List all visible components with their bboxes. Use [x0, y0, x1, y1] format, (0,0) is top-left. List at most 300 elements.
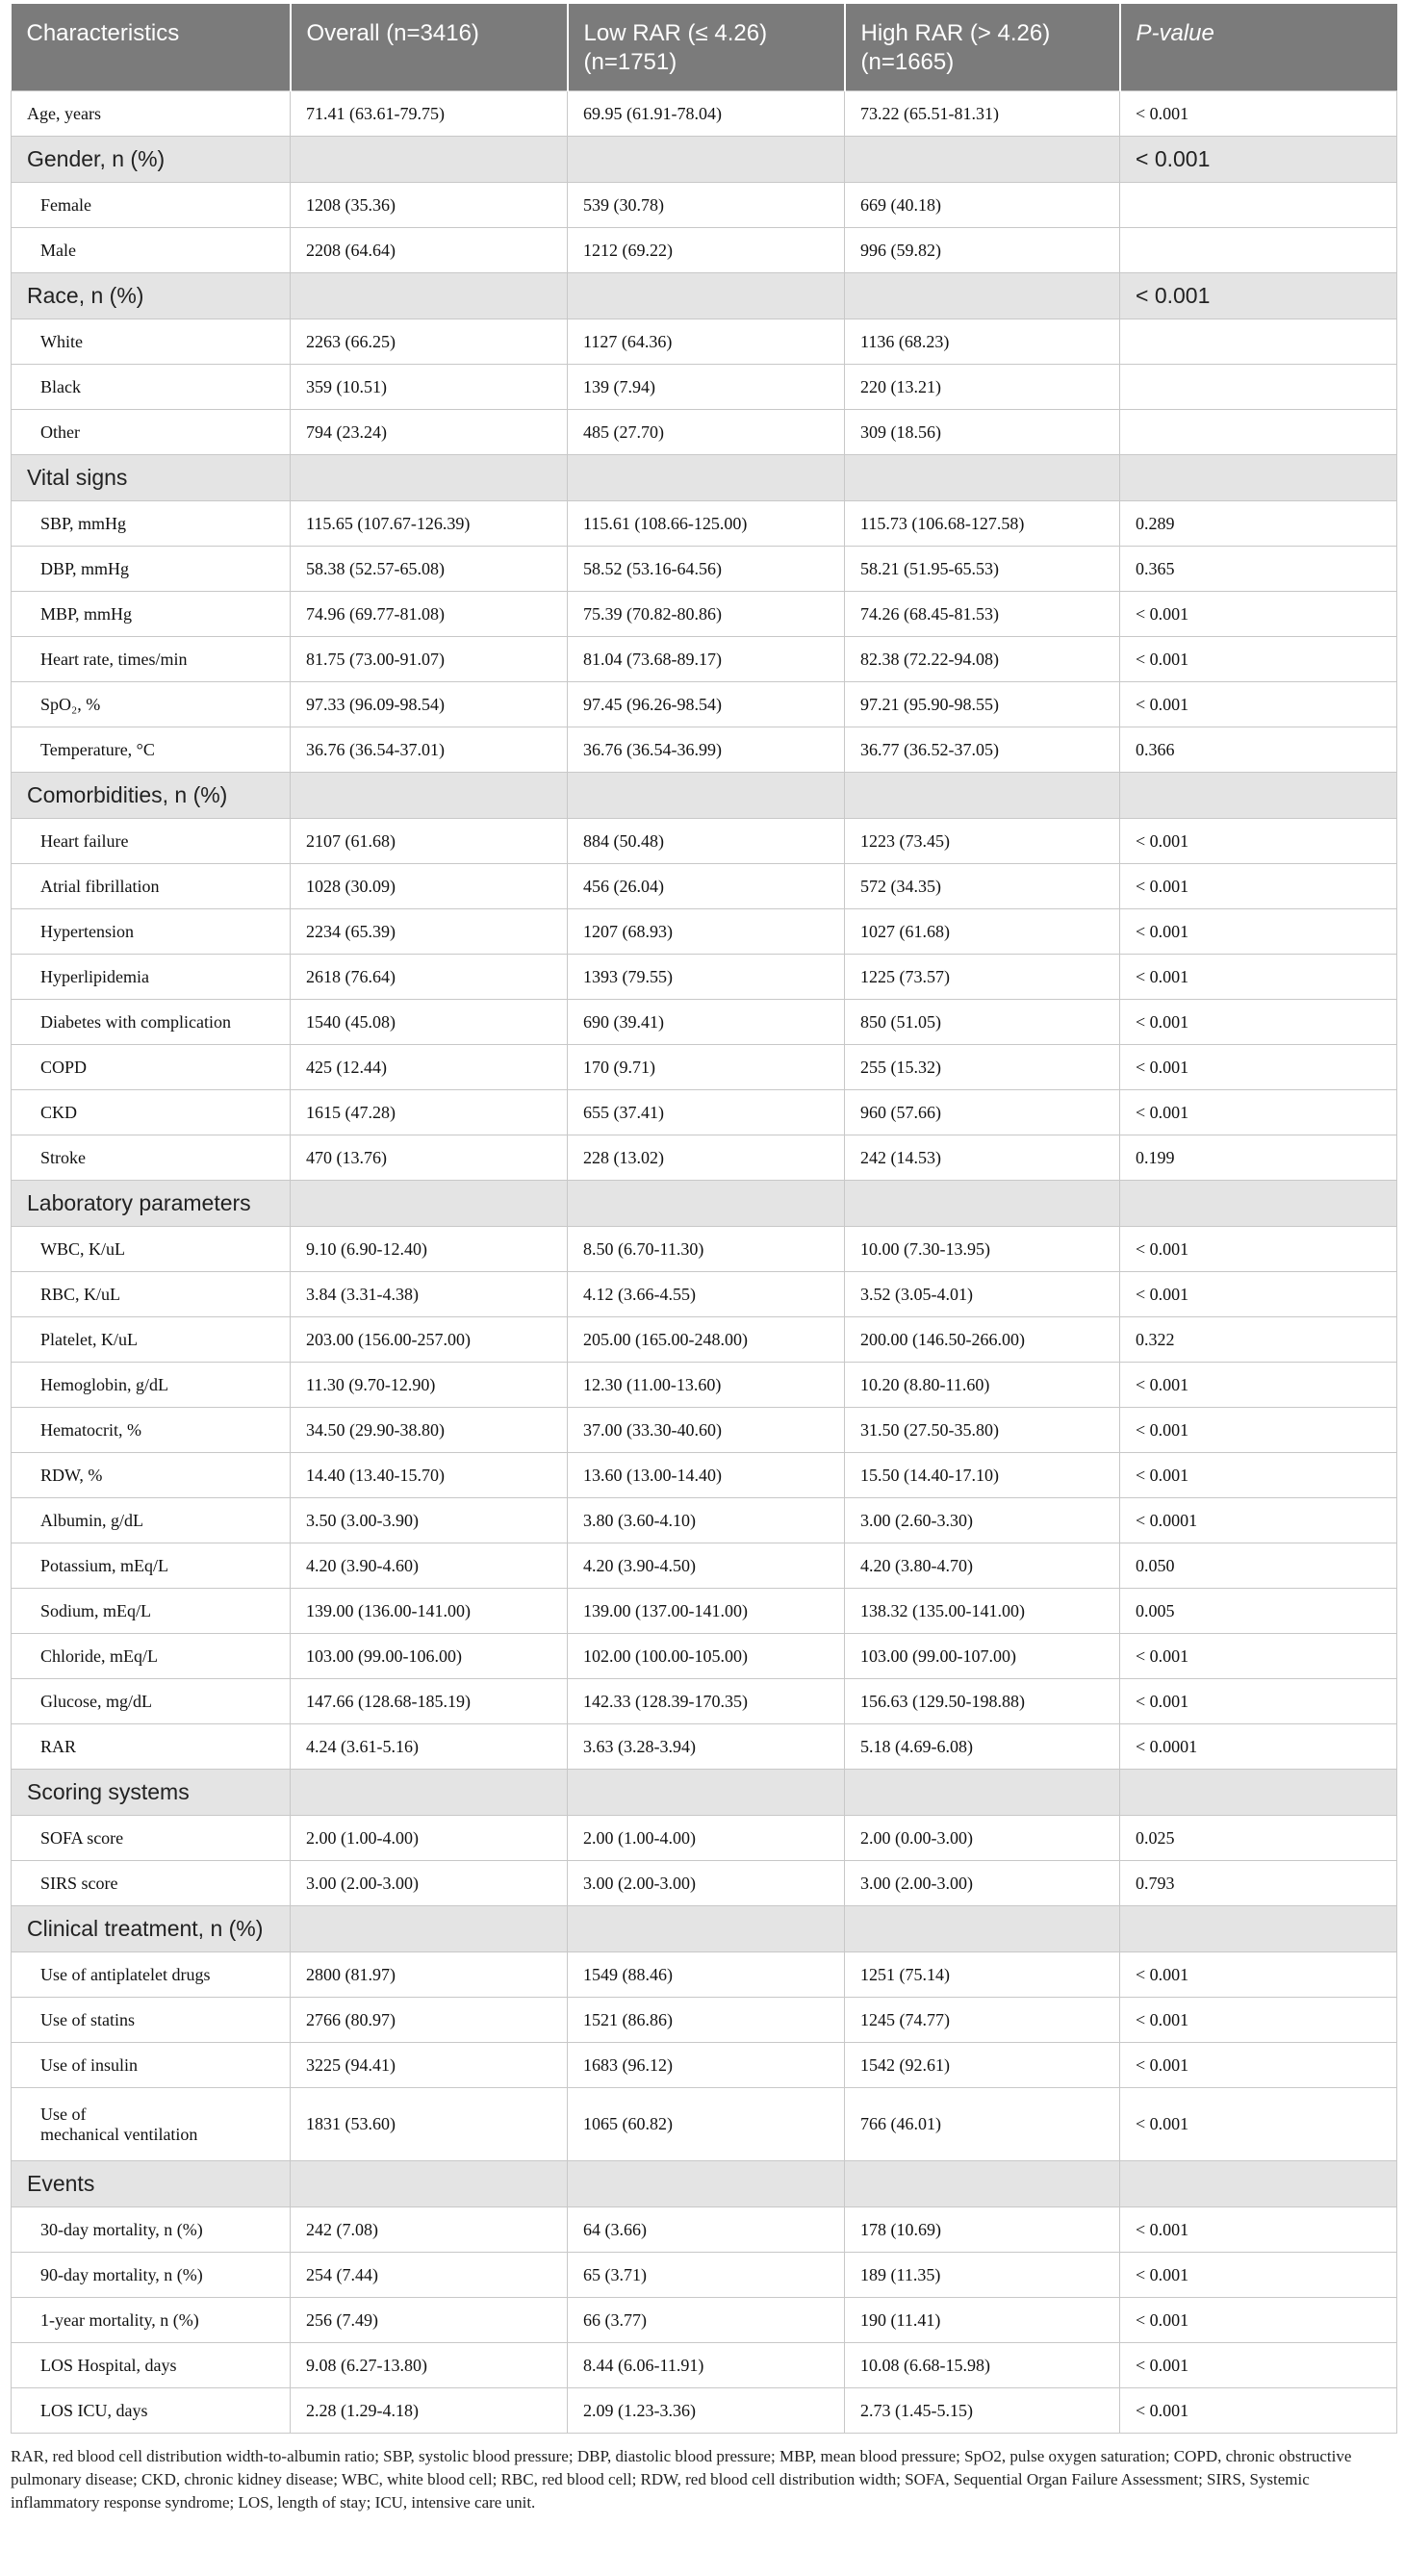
characteristic-cell: Events — [12, 2161, 291, 2207]
p-value-cell: < 0.001 — [1120, 909, 1397, 955]
group-header-row — [12, 773, 1397, 819]
high-rar-cell: 10.20 (8.80-11.60) — [845, 1363, 1120, 1408]
characteristic-cell: Heart rate, times/min — [12, 637, 291, 682]
p-value-cell: < 0.001 — [1120, 1363, 1397, 1408]
low-rar-cell: 142.33 (128.39-170.35) — [568, 1679, 845, 1724]
characteristic-cell: Race, n (%) — [12, 273, 291, 319]
table-row — [12, 1000, 1397, 1045]
high-rar-cell — [845, 273, 1120, 319]
overall-cell: 71.41 (63.61-79.75) — [291, 91, 568, 137]
table-row — [12, 1363, 1397, 1408]
p-value-cell: < 0.001 — [1120, 137, 1397, 183]
table-row — [12, 2207, 1397, 2253]
p-value-cell: < 0.001 — [1120, 682, 1397, 727]
high-rar-cell — [845, 773, 1120, 819]
p-value-cell — [1120, 319, 1397, 365]
high-rar-cell: 138.32 (135.00-141.00) — [845, 1589, 1120, 1634]
overall-cell: 2800 (81.97) — [291, 1952, 568, 1998]
group-header-row — [12, 455, 1397, 501]
table-row — [12, 1317, 1397, 1363]
low-rar-cell: 69.95 (61.91-78.04) — [568, 91, 845, 137]
table-row — [12, 1090, 1397, 1135]
p-value-cell: < 0.001 — [1120, 1408, 1397, 1453]
characteristic-cell: 1-year mortality, n (%) — [12, 2298, 291, 2343]
p-value-cell — [1120, 410, 1397, 455]
low-rar-cell: 102.00 (100.00-105.00) — [568, 1634, 845, 1679]
overall-cell: 3.50 (3.00-3.90) — [291, 1498, 568, 1543]
p-value-cell: < 0.001 — [1120, 1227, 1397, 1272]
p-value-cell: < 0.001 — [1120, 1000, 1397, 1045]
low-rar-cell: 1549 (88.46) — [568, 1952, 845, 1998]
characteristic-cell: Stroke — [12, 1135, 291, 1181]
overall-cell: 2234 (65.39) — [291, 909, 568, 955]
overall-cell: 4.20 (3.90-4.60) — [291, 1543, 568, 1589]
low-rar-cell: 1683 (96.12) — [568, 2043, 845, 2088]
group-header-row — [12, 137, 1397, 183]
low-rar-cell: 58.52 (53.16-64.56) — [568, 547, 845, 592]
overall-cell: 9.08 (6.27-13.80) — [291, 2343, 568, 2388]
low-rar-cell: 139 (7.94) — [568, 365, 845, 410]
overall-cell: 81.75 (73.00-91.07) — [291, 637, 568, 682]
high-rar-cell: 58.21 (51.95-65.53) — [845, 547, 1120, 592]
high-rar-cell — [845, 137, 1120, 183]
low-rar-cell: 3.80 (3.60-4.10) — [568, 1498, 845, 1543]
low-rar-cell — [568, 1181, 845, 1227]
table-row — [12, 819, 1397, 864]
p-value-cell: 0.366 — [1120, 727, 1397, 773]
low-rar-cell: 1212 (69.22) — [568, 228, 845, 273]
table-row — [12, 1227, 1397, 1272]
low-rar-cell — [568, 1770, 845, 1816]
table-row — [12, 1408, 1397, 1453]
p-value-cell: < 0.001 — [1120, 2298, 1397, 2343]
low-rar-cell: 8.50 (6.70-11.30) — [568, 1227, 845, 1272]
table-row — [12, 1679, 1397, 1724]
p-value-cell — [1120, 773, 1397, 819]
table-row — [12, 955, 1397, 1000]
high-rar-cell — [845, 455, 1120, 501]
characteristic-cell: Female — [12, 183, 291, 228]
overall-cell: 2.28 (1.29-4.18) — [291, 2388, 568, 2434]
overall-cell: 36.76 (36.54-37.01) — [291, 727, 568, 773]
low-rar-cell: 12.30 (11.00-13.60) — [568, 1363, 845, 1408]
high-rar-cell: 200.00 (146.50-266.00) — [845, 1317, 1120, 1363]
high-rar-cell: 5.18 (4.69-6.08) — [845, 1724, 1120, 1770]
overall-cell: 254 (7.44) — [291, 2253, 568, 2298]
p-value-cell: < 0.001 — [1120, 955, 1397, 1000]
characteristic-cell: Use of statins — [12, 1998, 291, 2043]
p-value-cell: 0.793 — [1120, 1861, 1397, 1906]
overall-cell — [291, 1906, 568, 1952]
table-row — [12, 1816, 1397, 1861]
high-rar-cell: 766 (46.01) — [845, 2088, 1120, 2161]
group-header-row — [12, 1906, 1397, 1952]
high-rar-cell: 156.63 (129.50-198.88) — [845, 1679, 1120, 1724]
characteristic-cell: Use of antiplatelet drugs — [12, 1952, 291, 1998]
low-rar-cell: 65 (3.71) — [568, 2253, 845, 2298]
overall-cell: 1208 (35.36) — [291, 183, 568, 228]
p-value-cell: < 0.001 — [1120, 1272, 1397, 1317]
p-value-cell: < 0.001 — [1120, 273, 1397, 319]
table-row — [12, 1045, 1397, 1090]
characteristic-cell: Other — [12, 410, 291, 455]
p-value-cell: < 0.001 — [1120, 2207, 1397, 2253]
p-value-cell: < 0.001 — [1120, 2388, 1397, 2434]
overall-cell: 203.00 (156.00-257.00) — [291, 1317, 568, 1363]
overall-cell: 58.38 (52.57-65.08) — [291, 547, 568, 592]
low-rar-cell: 3.63 (3.28-3.94) — [568, 1724, 845, 1770]
characteristic-cell: Scoring systems — [12, 1770, 291, 1816]
overall-cell: 4.24 (3.61-5.16) — [291, 1724, 568, 1770]
high-rar-cell: 572 (34.35) — [845, 864, 1120, 909]
overall-cell: 256 (7.49) — [291, 2298, 568, 2343]
table-row — [12, 319, 1397, 365]
low-rar-cell: 539 (30.78) — [568, 183, 845, 228]
low-rar-cell: 13.60 (13.00-14.40) — [568, 1453, 845, 1498]
high-rar-cell: 2.00 (0.00-3.00) — [845, 1816, 1120, 1861]
characteristic-cell: White — [12, 319, 291, 365]
p-value-cell: < 0.001 — [1120, 2343, 1397, 2388]
table-row — [12, 864, 1397, 909]
overall-cell: 3.84 (3.31-4.38) — [291, 1272, 568, 1317]
characteristic-cell: Hematocrit, % — [12, 1408, 291, 1453]
high-rar-cell: 220 (13.21) — [845, 365, 1120, 410]
p-value-cell: < 0.001 — [1120, 2253, 1397, 2298]
table-row — [12, 727, 1397, 773]
p-value-cell: < 0.0001 — [1120, 1498, 1397, 1543]
p-value-cell: < 0.0001 — [1120, 1724, 1397, 1770]
group-header-row — [12, 1770, 1397, 1816]
overall-cell — [291, 1181, 568, 1227]
characteristic-cell: LOS Hospital, days — [12, 2343, 291, 2388]
overall-cell: 115.65 (107.67-126.39) — [291, 501, 568, 547]
p-value-cell: < 0.001 — [1120, 592, 1397, 637]
high-rar-cell: 242 (14.53) — [845, 1135, 1120, 1181]
header-overall: Overall (n=3416) — [291, 4, 568, 91]
table-row — [12, 228, 1397, 273]
low-rar-cell: 8.44 (6.06-11.91) — [568, 2343, 845, 2388]
overall-cell: 1540 (45.08) — [291, 1000, 568, 1045]
table-row — [12, 1272, 1397, 1317]
p-value-cell — [1120, 2161, 1397, 2207]
table-row — [12, 1634, 1397, 1679]
characteristic-cell: Albumin, g/dL — [12, 1498, 291, 1543]
low-rar-cell — [568, 2161, 845, 2207]
overall-cell: 2208 (64.64) — [291, 228, 568, 273]
p-value-cell: < 0.001 — [1120, 1952, 1397, 1998]
high-rar-cell: 178 (10.69) — [845, 2207, 1120, 2253]
characteristic-cell: Temperature, °C — [12, 727, 291, 773]
low-rar-cell: 37.00 (33.30-40.60) — [568, 1408, 845, 1453]
table-row — [12, 2253, 1397, 2298]
low-rar-cell: 655 (37.41) — [568, 1090, 845, 1135]
low-rar-cell: 4.12 (3.66-4.55) — [568, 1272, 845, 1317]
characteristic-cell: RAR — [12, 1724, 291, 1770]
high-rar-cell: 10.00 (7.30-13.95) — [845, 1227, 1120, 1272]
low-rar-cell: 139.00 (137.00-141.00) — [568, 1589, 845, 1634]
p-value-cell: < 0.001 — [1120, 864, 1397, 909]
characteristic-cell: 90-day mortality, n (%) — [12, 2253, 291, 2298]
characteristic-cell: Glucose, mg/dL — [12, 1679, 291, 1724]
high-rar-cell — [845, 2161, 1120, 2207]
overall-cell: 794 (23.24) — [291, 410, 568, 455]
header-low-rar: Low RAR (≤ 4.26) (n=1751) — [568, 4, 845, 91]
p-value-cell: < 0.001 — [1120, 1679, 1397, 1724]
overall-cell: 147.66 (128.68-185.19) — [291, 1679, 568, 1724]
low-rar-cell: 81.04 (73.68-89.17) — [568, 637, 845, 682]
high-rar-cell: 82.38 (72.22-94.08) — [845, 637, 1120, 682]
characteristic-cell: Potassium, mEq/L — [12, 1543, 291, 1589]
overall-cell: 3.00 (2.00-3.00) — [291, 1861, 568, 1906]
characteristic-cell: Heart failure — [12, 819, 291, 864]
characteristic-cell: DBP, mmHg — [12, 547, 291, 592]
p-value-cell: < 0.001 — [1120, 819, 1397, 864]
high-rar-cell: 190 (11.41) — [845, 2298, 1120, 2343]
overall-cell: 74.96 (69.77-81.08) — [291, 592, 568, 637]
high-rar-cell: 255 (15.32) — [845, 1045, 1120, 1090]
high-rar-cell: 309 (18.56) — [845, 410, 1120, 455]
low-rar-cell: 170 (9.71) — [568, 1045, 845, 1090]
p-value-cell: < 0.001 — [1120, 1453, 1397, 1498]
low-rar-cell: 1521 (86.86) — [568, 1998, 845, 2043]
p-value-cell: < 0.001 — [1120, 1634, 1397, 1679]
table-container — [11, 4, 1396, 2514]
overall-cell — [291, 773, 568, 819]
characteristic-cell: Gender, n (%) — [12, 137, 291, 183]
characteristic-cell: COPD — [12, 1045, 291, 1090]
high-rar-cell: 996 (59.82) — [845, 228, 1120, 273]
table-row — [12, 1952, 1397, 1998]
high-rar-cell: 1245 (74.77) — [845, 1998, 1120, 2043]
low-rar-cell: 690 (39.41) — [568, 1000, 845, 1045]
high-rar-cell: 31.50 (27.50-35.80) — [845, 1408, 1120, 1453]
characteristic-cell: Black — [12, 365, 291, 410]
high-rar-cell: 1136 (68.23) — [845, 319, 1120, 365]
p-value-cell: 0.365 — [1120, 547, 1397, 592]
characteristic-cell: Chloride, mEq/L — [12, 1634, 291, 1679]
p-value-cell: 0.005 — [1120, 1589, 1397, 1634]
low-rar-cell: 456 (26.04) — [568, 864, 845, 909]
low-rar-cell: 2.09 (1.23-3.36) — [568, 2388, 845, 2434]
table-row — [12, 1498, 1397, 1543]
characteristic-cell: WBC, K/uL — [12, 1227, 291, 1272]
low-rar-cell: 66 (3.77) — [568, 2298, 845, 2343]
p-value-cell: 0.322 — [1120, 1317, 1397, 1363]
overall-cell: 425 (12.44) — [291, 1045, 568, 1090]
high-rar-cell — [845, 1181, 1120, 1227]
table-row — [12, 2088, 1397, 2161]
characteristic-cell: SBP, mmHg — [12, 501, 291, 547]
p-value-cell: < 0.001 — [1120, 2043, 1397, 2088]
table-row — [12, 2298, 1397, 2343]
characteristic-cell: Sodium, mEq/L — [12, 1589, 291, 1634]
characteristic-cell: MBP, mmHg — [12, 592, 291, 637]
overall-cell: 139.00 (136.00-141.00) — [291, 1589, 568, 1634]
low-rar-cell — [568, 137, 845, 183]
group-header-row — [12, 273, 1397, 319]
low-rar-cell — [568, 1906, 845, 1952]
p-value-cell — [1120, 365, 1397, 410]
overall-cell — [291, 2161, 568, 2207]
high-rar-cell — [845, 1906, 1120, 1952]
p-value-cell — [1120, 455, 1397, 501]
characteristic-cell: CKD — [12, 1090, 291, 1135]
overall-cell: 2263 (66.25) — [291, 319, 568, 365]
table-row — [12, 2343, 1397, 2388]
p-value-cell: < 0.001 — [1120, 1998, 1397, 2043]
high-rar-cell: 2.73 (1.45-5.15) — [845, 2388, 1120, 2434]
characteristic-cell: Atrial fibrillation — [12, 864, 291, 909]
characteristic-cell: Use of mechanical ventilation — [12, 2088, 291, 2161]
low-rar-cell: 97.45 (96.26-98.54) — [568, 682, 845, 727]
table-body — [12, 91, 1397, 2434]
p-value-cell: 0.025 — [1120, 1816, 1397, 1861]
p-value-cell: < 0.001 — [1120, 637, 1397, 682]
low-rar-cell: 4.20 (3.90-4.50) — [568, 1543, 845, 1589]
characteristic-cell: Hemoglobin, g/dL — [12, 1363, 291, 1408]
header-row — [12, 4, 1397, 91]
high-rar-cell: 960 (57.66) — [845, 1090, 1120, 1135]
overall-cell: 1028 (30.09) — [291, 864, 568, 909]
overall-cell: 103.00 (99.00-106.00) — [291, 1634, 568, 1679]
low-rar-cell: 1393 (79.55) — [568, 955, 845, 1000]
high-rar-cell: 3.00 (2.00-3.00) — [845, 1861, 1120, 1906]
low-rar-cell — [568, 273, 845, 319]
low-rar-cell: 36.76 (36.54-36.99) — [568, 727, 845, 773]
table-row — [12, 91, 1397, 137]
table-row — [12, 1543, 1397, 1589]
low-rar-cell: 1207 (68.93) — [568, 909, 845, 955]
high-rar-cell: 850 (51.05) — [845, 1000, 1120, 1045]
overall-cell: 9.10 (6.90-12.40) — [291, 1227, 568, 1272]
low-rar-cell: 884 (50.48) — [568, 819, 845, 864]
table-row — [12, 682, 1397, 727]
overall-cell: 2766 (80.97) — [291, 1998, 568, 2043]
high-rar-cell: 36.77 (36.52-37.05) — [845, 727, 1120, 773]
characteristic-cell: RBC, K/uL — [12, 1272, 291, 1317]
table-row — [12, 1998, 1397, 2043]
table-footnote: RAR, red blood cell distribution width-to-albumin ratio; SBP, systolic blood pressure; DBP, diastolic blood pressure; MBP, mean blood pressure; SpO2, pulse oxygen saturation; COPD, chronic obstructive pulmonary disease; CKD, chronic kidney disease; WBC, white blood cell; RBC, red blood cell; RDW, red blood cell distribution width; SOFA, Sequential Organ Failure Assessment; SIRS, Systemic inflammatory response syndrome; LOS, length of stay; ICU, intensive care unit. — [11, 2447, 1352, 2512]
low-rar-cell: 485 (27.70) — [568, 410, 845, 455]
low-rar-cell — [568, 455, 845, 501]
characteristic-cell: Laboratory parameters — [12, 1181, 291, 1227]
high-rar-cell: 74.26 (68.45-81.53) — [845, 592, 1120, 637]
table-row — [12, 1589, 1397, 1634]
low-rar-cell: 1127 (64.36) — [568, 319, 845, 365]
table-row — [12, 501, 1397, 547]
high-rar-cell: 3.52 (3.05-4.01) — [845, 1272, 1120, 1317]
overall-cell: 11.30 (9.70-12.90) — [291, 1363, 568, 1408]
overall-cell: 2.00 (1.00-4.00) — [291, 1816, 568, 1861]
high-rar-cell: 1225 (73.57) — [845, 955, 1120, 1000]
table-row — [12, 183, 1397, 228]
overall-cell: 97.33 (96.09-98.54) — [291, 682, 568, 727]
overall-cell: 2618 (76.64) — [291, 955, 568, 1000]
low-rar-cell: 1065 (60.82) — [568, 2088, 845, 2161]
high-rar-cell: 115.73 (106.68-127.58) — [845, 501, 1120, 547]
table-row — [12, 365, 1397, 410]
table-row — [12, 2388, 1397, 2434]
low-rar-cell: 228 (13.02) — [568, 1135, 845, 1181]
table-row — [12, 1861, 1397, 1906]
p-value-cell — [1120, 228, 1397, 273]
table-row — [12, 637, 1397, 682]
overall-cell — [291, 1770, 568, 1816]
high-rar-cell: 3.00 (2.60-3.30) — [845, 1498, 1120, 1543]
table-row — [12, 410, 1397, 455]
p-value-cell — [1120, 183, 1397, 228]
high-rar-cell: 189 (11.35) — [845, 2253, 1120, 2298]
low-rar-cell: 2.00 (1.00-4.00) — [568, 1816, 845, 1861]
table-row — [12, 592, 1397, 637]
overall-cell: 2107 (61.68) — [291, 819, 568, 864]
characteristic-cell: LOS ICU, days — [12, 2388, 291, 2434]
overall-cell: 14.40 (13.40-15.70) — [291, 1453, 568, 1498]
table-row — [12, 1453, 1397, 1498]
group-header-row — [12, 1181, 1397, 1227]
characteristic-cell: Comorbidities, n (%) — [12, 773, 291, 819]
overall-cell: 34.50 (29.90-38.80) — [291, 1408, 568, 1453]
p-value-cell: < 0.001 — [1120, 1045, 1397, 1090]
characteristic-cell: Clinical treatment, n (%) — [12, 1906, 291, 1952]
low-rar-cell — [568, 773, 845, 819]
characteristic-cell: SOFA score — [12, 1816, 291, 1861]
high-rar-cell: 1251 (75.14) — [845, 1952, 1120, 1998]
high-rar-cell: 1223 (73.45) — [845, 819, 1120, 864]
table-row — [12, 1724, 1397, 1770]
characteristics-table — [11, 4, 1397, 2434]
low-rar-cell: 64 (3.66) — [568, 2207, 845, 2253]
p-value-cell: 0.050 — [1120, 1543, 1397, 1589]
p-value-cell: < 0.001 — [1120, 91, 1397, 137]
header-high-rar: High RAR (> 4.26) (n=1665) — [845, 4, 1120, 91]
high-rar-cell: 103.00 (99.00-107.00) — [845, 1634, 1120, 1679]
characteristic-cell: Vital signs — [12, 455, 291, 501]
characteristic-cell: Hypertension — [12, 909, 291, 955]
overall-cell — [291, 273, 568, 319]
p-value-cell: < 0.001 — [1120, 1090, 1397, 1135]
table-row — [12, 909, 1397, 955]
high-rar-cell: 73.22 (65.51-81.31) — [845, 91, 1120, 137]
overall-cell — [291, 137, 568, 183]
overall-cell — [291, 455, 568, 501]
high-rar-cell: 15.50 (14.40-17.10) — [845, 1453, 1120, 1498]
p-value-cell: < 0.001 — [1120, 2088, 1397, 2161]
p-value-cell — [1120, 1906, 1397, 1952]
overall-cell: 359 (10.51) — [291, 365, 568, 410]
group-header-row — [12, 2161, 1397, 2207]
overall-cell: 3225 (94.41) — [291, 2043, 568, 2088]
p-value-cell — [1120, 1770, 1397, 1816]
characteristic-cell: Platelet, K/uL — [12, 1317, 291, 1363]
high-rar-cell: 1542 (92.61) — [845, 2043, 1120, 2088]
header-characteristics: Characteristics — [12, 4, 291, 91]
high-rar-cell: 4.20 (3.80-4.70) — [845, 1543, 1120, 1589]
table-row — [12, 547, 1397, 592]
overall-cell: 1615 (47.28) — [291, 1090, 568, 1135]
p-value-cell: 0.289 — [1120, 501, 1397, 547]
characteristic-cell: RDW, % — [12, 1453, 291, 1498]
characteristic-cell: SIRS score — [12, 1861, 291, 1906]
p-value-cell: 0.199 — [1120, 1135, 1397, 1181]
low-rar-cell: 205.00 (165.00-248.00) — [568, 1317, 845, 1363]
p-value-cell — [1120, 1181, 1397, 1227]
characteristic-cell: Diabetes with complication — [12, 1000, 291, 1045]
overall-cell: 242 (7.08) — [291, 2207, 568, 2253]
high-rar-cell: 669 (40.18) — [845, 183, 1120, 228]
characteristic-cell: Use of insulin — [12, 2043, 291, 2088]
low-rar-cell: 115.61 (108.66-125.00) — [568, 501, 845, 547]
